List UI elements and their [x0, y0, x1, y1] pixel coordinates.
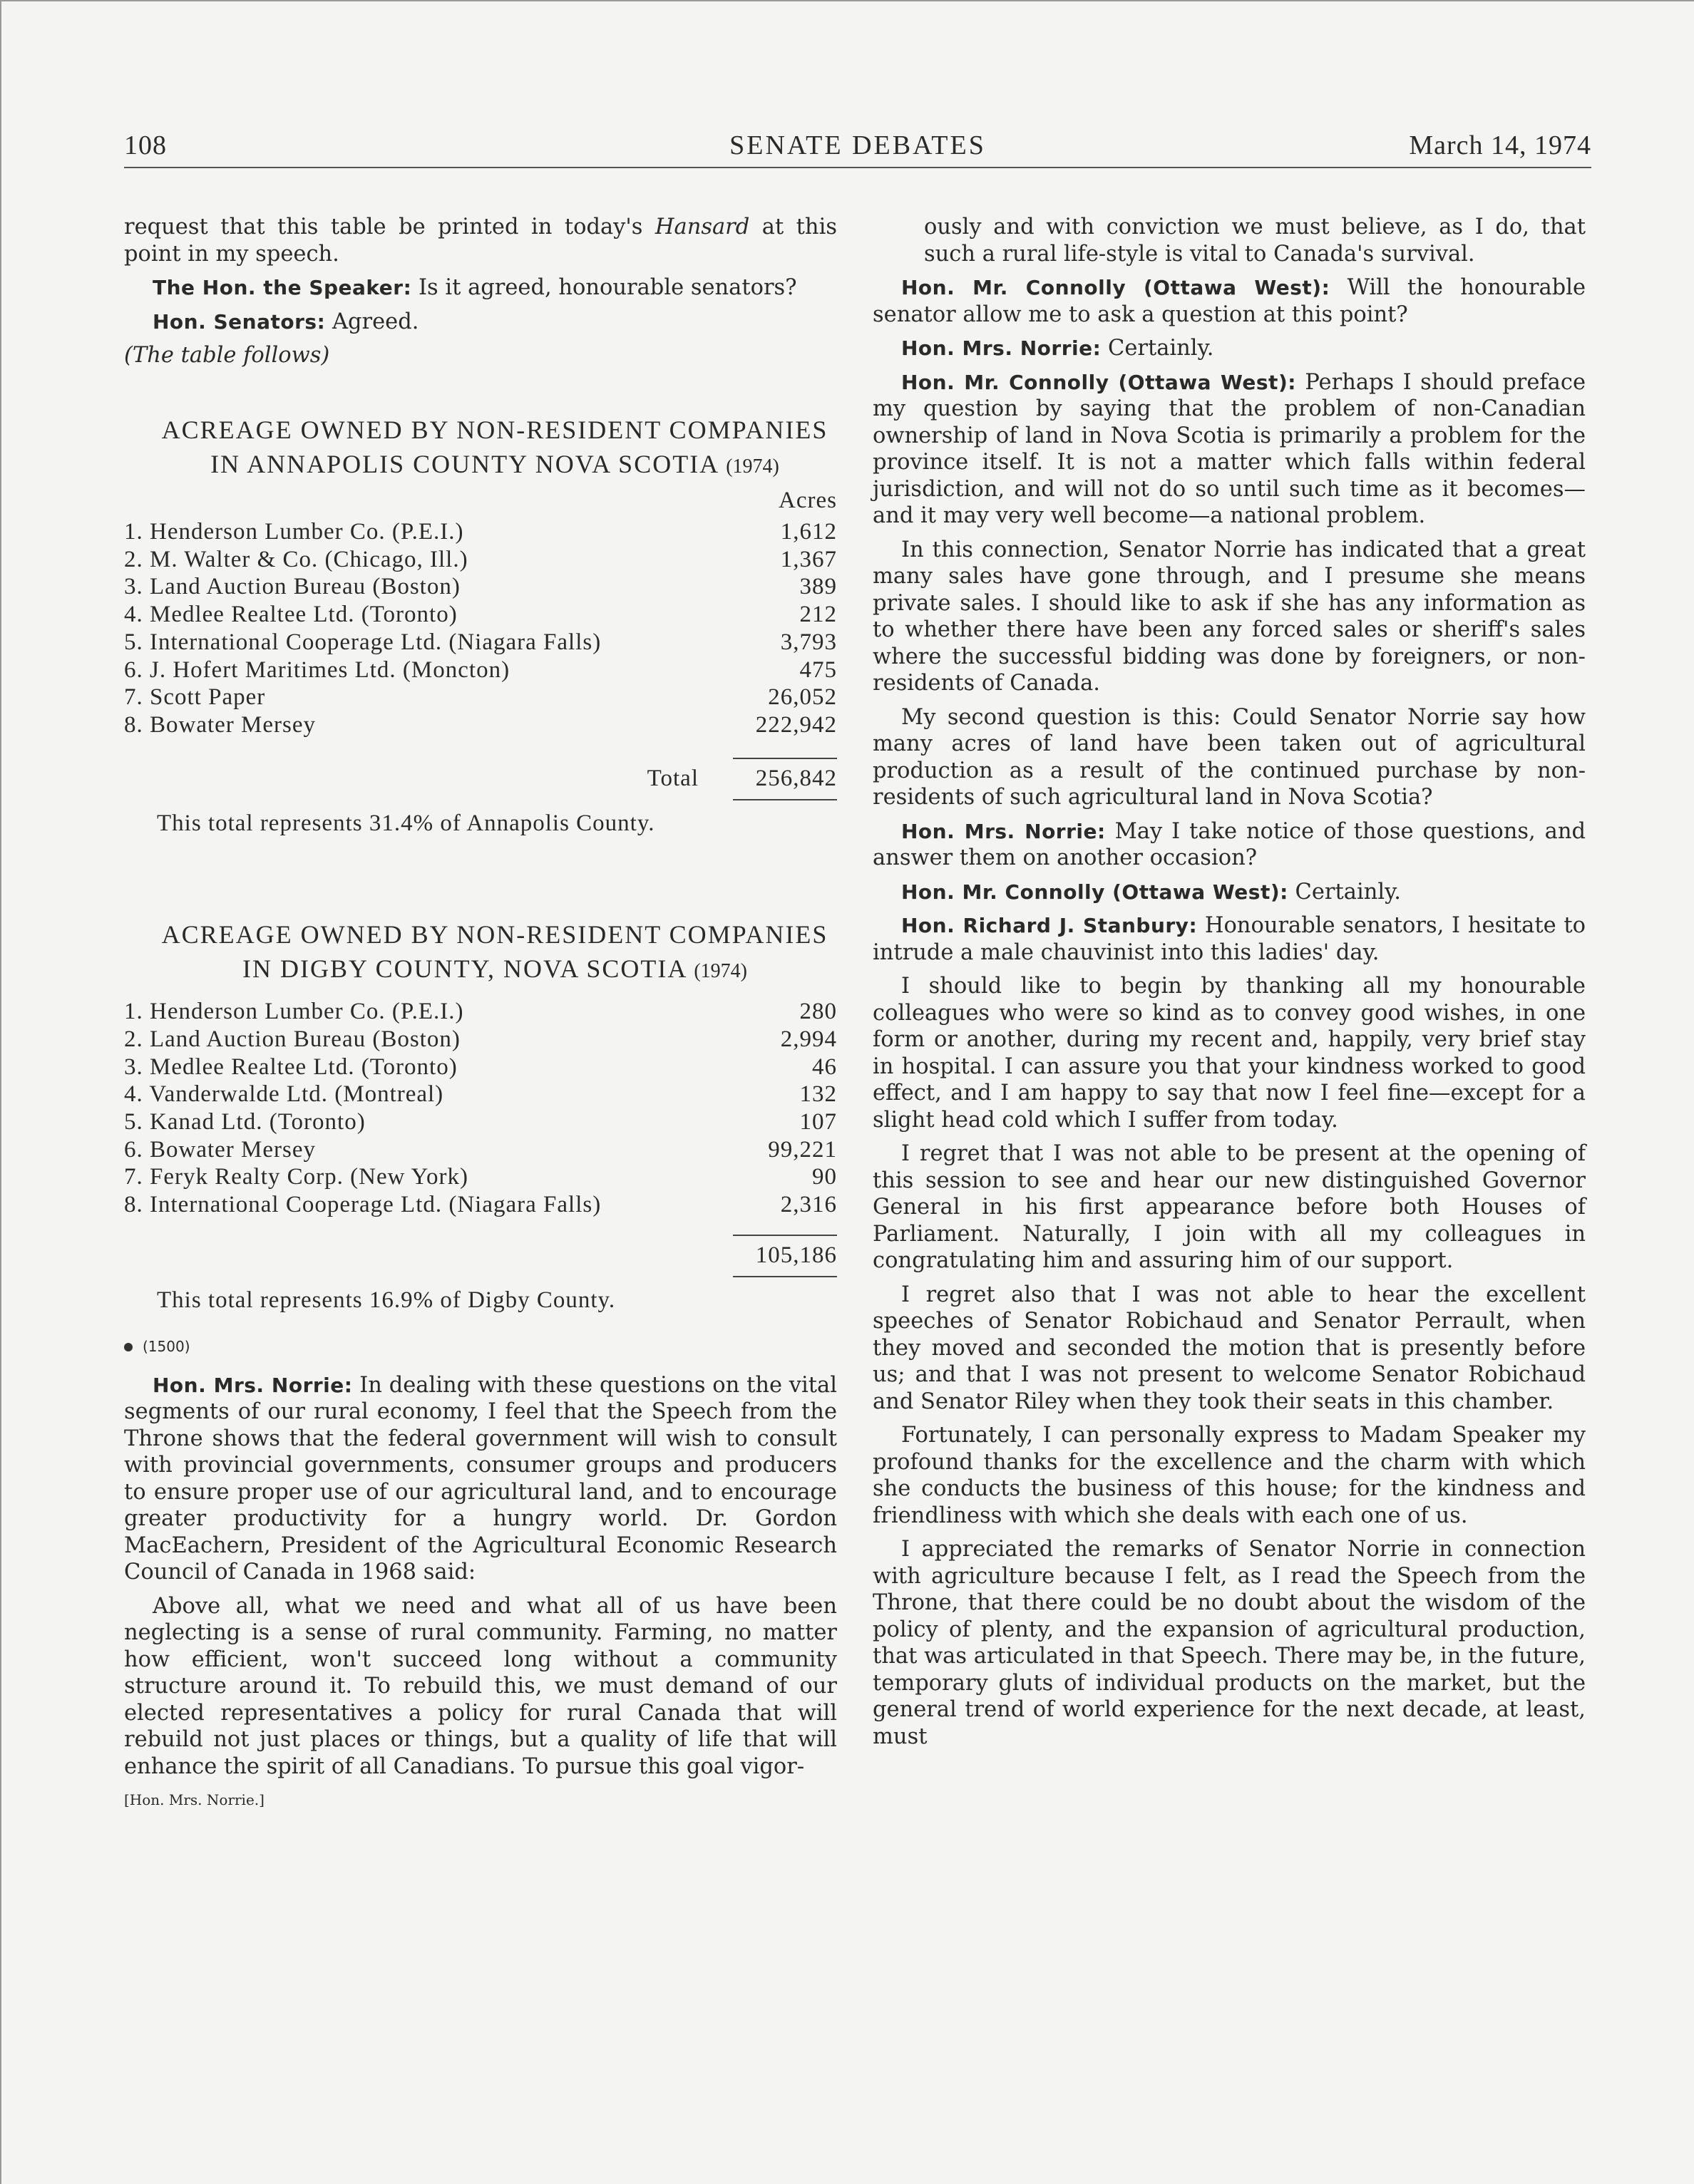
acreage-value: 132 [799, 1081, 837, 1108]
table-title-line2 [124, 450, 837, 480]
speaker-name: Hon. Senators: [153, 309, 326, 334]
table-row [124, 1191, 837, 1219]
table-row [124, 1081, 837, 1108]
table-row [124, 1026, 837, 1054]
table-title-line1: ACREAGE OWNED BY NON-RESIDENT COMPANIES [161, 920, 828, 949]
intro-text: request that this table be printed in today's [124, 215, 655, 239]
paragraph: I should like to begin by thanking all my honourable colleagues who were so kind as to convey good wishes, in one form or another, during my recent and, happily, very brief stay in hospital. I can assure you that your kindness worked to good effect, and I am happy to say that now I feel fine—except for a slight head cold which I suffer from today. [873, 974, 1586, 1133]
acreage-value: 107 [799, 1108, 837, 1135]
company-name: 7. Feryk Realty Corp. (New York) [124, 1164, 468, 1190]
total-value: 256,842 [755, 765, 837, 791]
table-note: This total represents 16.9% of Digby County. [157, 1287, 616, 1313]
speaker-name: Hon. Mr. Connolly (Ottawa West): [901, 880, 1288, 904]
hansard-italic: Hansard [654, 215, 750, 239]
table-rows [124, 998, 837, 1219]
connolly-reply [873, 879, 1586, 906]
header-rule [124, 167, 1591, 168]
table-title-line2 [124, 955, 837, 985]
company-name: 7. Scott Paper [124, 684, 266, 711]
total-label: Total [647, 765, 699, 791]
intro-text-end: at this point in my speech. [124, 215, 837, 267]
speech-text: Honourable senators, I hesitate to intrude a male chauvinist into this ladies' day. [873, 913, 1586, 965]
block-quote: Above all, what we need and what all of us have been neglecting is a sense of rural community. Farming, no matter how efficient, won't succeed long without a community structure around it. To rebuild this, we must demand of our elected representatives a policy for rural Canada that will rebuild not just places or things, but a quality of life that will enhance the spirit of all Canadians. To pursue this goal vigor- [124, 1593, 837, 1779]
intro-paragraph [124, 214, 837, 267]
table-title-year: (1974) [726, 455, 779, 478]
table-row [124, 684, 837, 711]
table-note: This total represents 31.4% of Annapolis County. [157, 810, 655, 836]
table-row [124, 573, 837, 601]
company-name: 6. J. Hofert Maritimes Ltd. (Moncton) [124, 656, 510, 683]
left-column [124, 214, 837, 1814]
norrie-reply [873, 335, 1586, 362]
right-column [873, 214, 1586, 1757]
speaker-attribution: [Hon. Mrs. Norrie.] [124, 1791, 265, 1809]
speaker-paragraph [124, 274, 837, 302]
table-follows: (The table follows) [124, 343, 330, 368]
acreage-value: 99,221 [768, 1136, 837, 1163]
company-name: 3. Medlee Realtee Ltd. (Toronto) [124, 1054, 458, 1080]
company-name: 5. International Cooperage Ltd. (Niagara Falls) [124, 629, 602, 655]
paragraph: In this connection, Senator Norrie has indicated that a great many sales have gone through, and I presume she means private sales. I should like to ask if she has any information as to whether there have been any forced sales or sheriff's sales where the successful bidding was done by foreigners, or non-residents of Canada. [873, 537, 1586, 696]
speaker-name: Hon. Mr. Connolly (Ottawa West): [901, 370, 1296, 394]
annapolis-table [124, 416, 837, 838]
connolly-paragraph [873, 369, 1586, 530]
acreage-value: 1,612 [780, 519, 837, 545]
table-row [124, 629, 837, 656]
speaker-name: Hon. Richard J. Stanbury: [901, 914, 1198, 937]
stanbury-paragraph [873, 912, 1586, 966]
speech-text: Is it agreed, honourable senators? [411, 275, 797, 300]
table-row [124, 711, 837, 739]
acreage-value: 90 [812, 1164, 837, 1190]
table-row [124, 656, 837, 684]
acreage-value: 3,793 [780, 629, 837, 655]
senators-paragraph [124, 309, 837, 336]
acres-header: Acres [779, 487, 837, 513]
norrie-paragraph [124, 1372, 837, 1586]
table-title-county: IN DIGBY COUNTY, NOVA SCOTIA [242, 954, 687, 984]
table-row [124, 1054, 837, 1081]
company-name: 1. Henderson Lumber Co. (P.E.I.) [124, 999, 464, 1025]
company-name: 6. Bowater Mersey [124, 1136, 317, 1163]
table-title-line1: ACREAGE OWNED BY NON-RESIDENT COMPANIES [161, 415, 828, 444]
company-name: 8. International Cooperage Ltd. (Niagara Falls) [124, 1192, 602, 1218]
speaker-name: Hon. Mr. Connolly (Ottawa West): [901, 276, 1330, 299]
paragraph: I regret also that I was not able to hear the excellent speeches of Senator Robichaud and Senator Perrault, when they moved and seconded the motion that is presently before us; and that I was not present to welcome Senator Robichaud and Senator Riley when they took their seats in this chamber. [873, 1282, 1586, 1414]
digby-table [124, 921, 837, 1314]
speech-text: Will the honourable senator allow me to ask a question at this point? [873, 275, 1586, 327]
acreage-value: 2,316 [780, 1192, 837, 1218]
speech-text: Perhaps I should preface my question by saying that the problem of non-Canadian ownership of land in Nova Scotia is primarily a problem for the province itself. It is not a matter which falls within federal jurisdiction, and will not do so until such time as it becomes—and it may very well become—a national problem. [873, 369, 1586, 528]
page-date: March 14, 1974 [1409, 130, 1591, 160]
company-name: 3. Land Auction Bureau (Boston) [124, 574, 461, 600]
connolly-question [873, 274, 1586, 328]
table-title-county: IN ANNAPOLIS COUNTY NOVA SCOTIA [210, 449, 719, 478]
total-row [124, 759, 837, 799]
table-row [124, 546, 837, 574]
table-row [124, 1136, 837, 1164]
bullet-icon [124, 1343, 133, 1351]
speech-text: Certainly. [1288, 879, 1401, 905]
acreage-value: 389 [799, 574, 837, 600]
company-name: 2. M. Walter & Co. (Chicago, Ill.) [124, 546, 468, 572]
speech-text: Agreed. [325, 309, 419, 334]
speaker-name: Hon. Mrs. Norrie: [901, 336, 1102, 360]
speech-text: Certainly. [1101, 336, 1214, 361]
speaker-name: The Hon. the Speaker: [153, 276, 412, 299]
acreage-value: 212 [799, 602, 837, 628]
acreage-value: 2,994 [780, 1026, 837, 1052]
publication-title: SENATE DEBATES [729, 130, 986, 160]
table-row [124, 601, 837, 629]
time-marker [124, 1334, 837, 1361]
acreage-value: 222,942 [755, 711, 837, 738]
table-row [124, 998, 837, 1026]
paragraph: I appreciated the remarks of Senator Norrie in connection with agriculture because I felt, as I read the Speech from the Throne, that there could be no doubt about the wisdom of the policy of plenty, and the expansion of agricultural production, that was articulated in that Speech. There may be, in the future, temporary gluts of individual products on the market, but the general trend of world experience for the next decade, at least, must [873, 1537, 1586, 1749]
company-name: 4. Vanderwalde Ltd. (Montreal) [124, 1081, 444, 1108]
company-name: 1. Henderson Lumber Co. (P.E.I.) [124, 519, 464, 545]
table-title-year: (1974) [694, 960, 748, 983]
paragraph: My second question is this: Could Senator Norrie say how many acres of land have been taken out of agricultural production as a result of the continued purchase by non-residents of such agricultural land in Nova Scotia? [873, 704, 1586, 810]
table-rows [124, 518, 837, 739]
company-name: 2. Land Auction Bureau (Boston) [124, 1026, 461, 1052]
acreage-value: 475 [799, 656, 837, 683]
acreage-value: 280 [799, 999, 837, 1025]
block-quote-continued: ously and with conviction we must believe, as I do, that such a rural life-style is vital to Canada's survival. [924, 215, 1586, 267]
table-row [124, 1163, 837, 1191]
norrie-notice [873, 818, 1586, 872]
acreage-value: 26,052 [768, 684, 837, 711]
paragraph: I regret that I was not able to be present at the opening of this session to see and hear our new distinguished Governor General in his first appearance before both Houses of Parliament. Naturally, I join with all my colleagues in congratulating him and assuring him of our support. [873, 1141, 1586, 1273]
table-row [124, 1108, 837, 1136]
acreage-value: 46 [812, 1054, 837, 1080]
speech-text: In dealing with these questions on the vital segments of our rural economy, I feel that the Speech from the Throne shows that the federal government will wish to consult with provincial governments, consumer groups and producers to ensure proper use of our agricultural land, and to encourage greater productivity for a hungry world. Dr. Gordon MacEachern, President of the Agricultural Economic Research Council of Canada in 1968 said: [124, 1372, 837, 1585]
page-header [124, 130, 1591, 170]
acreage-value: 1,367 [780, 546, 837, 572]
time-marker-text: (1500) [143, 1338, 190, 1356]
table-row [124, 518, 837, 546]
company-name: 4. Medlee Realtee Ltd. (Toronto) [124, 602, 458, 628]
paragraph: Fortunately, I can personally express to Madam Speaker my profound thanks for the excellence and the charm with which she conducts the business of this house; for the kindness and friendliness with which she deals with each one of us. [873, 1423, 1586, 1528]
speech-text: May I take notice of those questions, and answer them on another occasion? [873, 818, 1586, 870]
page-number: 108 [124, 130, 167, 160]
company-name: 5. Kanad Ltd. (Toronto) [124, 1108, 366, 1135]
total-row [124, 1236, 837, 1276]
company-name: 8. Bowater Mersey [124, 711, 317, 738]
total-value: 105,186 [755, 1242, 837, 1268]
speaker-name: Hon. Mrs. Norrie: [901, 819, 1106, 843]
speaker-name: Hon. Mrs. Norrie: [153, 1373, 353, 1397]
